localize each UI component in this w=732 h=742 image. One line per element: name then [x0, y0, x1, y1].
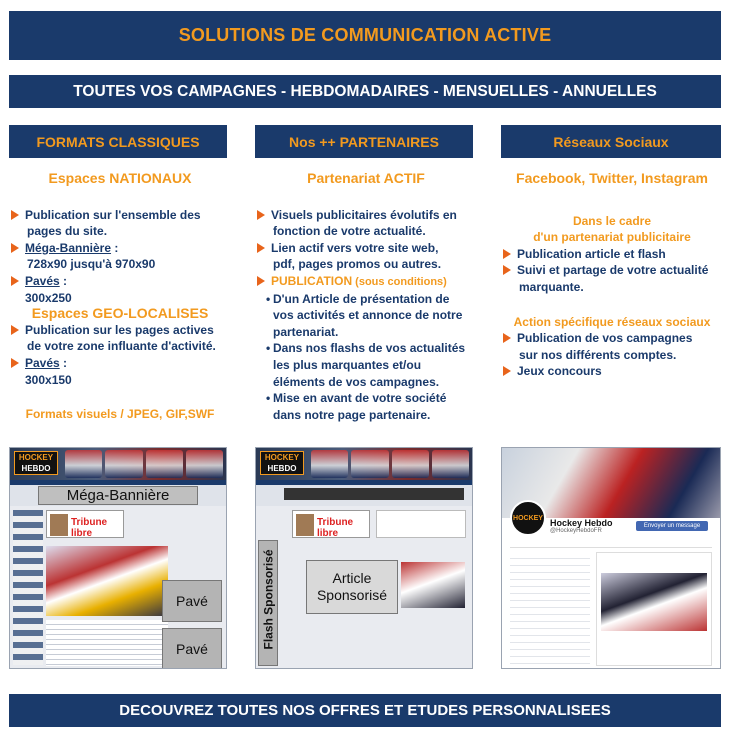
list-item-continuation: les plus marquantes et/ou [273, 357, 422, 372]
list-item-continuation: dans notre page partenaire. [273, 407, 431, 422]
list-item: Méga-Bannière : [9, 240, 231, 257]
list-item: Jeux concours [501, 363, 723, 380]
section-title-nationaux: Espaces NATIONAUX [48, 170, 192, 186]
partenariat-subtitle: Dans le cadre [572, 213, 652, 228]
pave-placeholder: Pavé [162, 580, 222, 622]
list-item: Suivi et partage de votre actualité [501, 262, 723, 279]
flash-sponsorise-placeholder: Flash Sponsorisé [258, 540, 278, 666]
facebook-post [596, 552, 712, 666]
site-body [10, 506, 226, 669]
arrow-bullet-icon [257, 276, 265, 286]
news-text-lines [46, 620, 168, 666]
facebook-message-button: Envoyer un message [636, 521, 708, 531]
list-item: Pavés : [9, 355, 231, 372]
heading-partenaires: Nos ++ PARTENAIRES [255, 125, 473, 158]
arrow-bullet-icon [503, 366, 511, 376]
page-title: SOLUTIONS DE COMMUNICATION ACTIVE [9, 11, 721, 60]
facebook-handle: @HockeyHebdoFR [550, 528, 602, 534]
list-item: Publication de vos campagnes [501, 330, 723, 347]
list-item-continuation: de votre zone influante d'activité. [27, 339, 216, 354]
tribune-libre-box: Tribune libre [46, 510, 124, 538]
paves-label: Pavés [25, 355, 60, 370]
facebook-tabs [510, 540, 712, 548]
site-sidebar [13, 510, 43, 665]
news-box [376, 510, 466, 538]
arrow-bullet-icon [257, 243, 265, 253]
list-item-continuation: vos activités et annonce de notre [273, 308, 463, 323]
list-item-continuation: sur nos différents comptes. [519, 347, 677, 362]
article-photo [401, 562, 465, 608]
action-subtitle: Action spécifique réseaux sociaux [513, 314, 711, 329]
players-photo [311, 450, 469, 478]
tribune-libre-box: Tribune libre [292, 510, 370, 538]
pave-placeholder: Pavé [162, 628, 222, 669]
website-mockup-classic [9, 447, 227, 669]
list-item: Lien actif vers votre site web, [255, 240, 477, 257]
sub-bullet-item: • D'un Article de présentation de [266, 291, 450, 306]
list-item-continuation: fonction de votre actualité. [273, 224, 426, 239]
list-item-continuation: éléments de vos campagnes. [273, 374, 440, 389]
column-formats-classiques [9, 170, 231, 423]
site-nav-bar [10, 480, 226, 485]
arrow-bullet-icon [503, 333, 511, 343]
section-title-partenariat: Partenariat ACTIF [307, 170, 425, 186]
hockey-hebdo-logo: HOCKEY HEBDO [260, 451, 304, 475]
list-item-continuation: partenariat. [273, 324, 339, 339]
footer-cta: DECOUVREZ TOUTES NOS OFFRES ET ETUDES PERSONNALISEES [9, 694, 721, 727]
arrow-bullet-icon [503, 265, 511, 275]
list-item: Publication sur les pages actives [9, 322, 231, 339]
list-item: Publication sur l'ensemble des [9, 207, 231, 224]
mega-banniere-size: 728x90 jusqu'à 970x90 [27, 257, 156, 272]
section-title-geo: Espaces GEO-LOCALISES [31, 305, 209, 322]
hockey-hebdo-logo: HOCKEY HEBDO [14, 451, 58, 475]
mega-banniere-placeholder: Méga-Bannière [38, 486, 198, 505]
list-item-continuation: marquante. [519, 279, 584, 294]
arrow-bullet-icon [11, 276, 19, 286]
list-item-continuation: pdf, pages promos ou autres. [273, 257, 442, 272]
list-item-publication: PUBLICATION (sous conditions) [255, 273, 477, 291]
article-sponsorise-placeholder: Article Sponsorisé [306, 560, 398, 614]
website-mockup-partner [255, 447, 473, 669]
list-item: Visuels publicitaires évolutifs en [255, 207, 477, 224]
facebook-avatar: HOCKEY [510, 500, 546, 536]
facebook-about-column [510, 552, 590, 666]
section-title-social: Facebook, Twitter, Instagram [516, 170, 708, 186]
heading-formats-classiques: FORMATS CLASSIQUES [9, 125, 227, 158]
sub-bullet-item: • Mise en avant de votre société [266, 391, 447, 406]
sub-bullet-item: • Dans nos flashs de vos actualités [266, 341, 466, 356]
list-item: Pavés : [9, 273, 231, 290]
heading-reseaux-sociaux: Réseaux Sociaux [501, 125, 721, 158]
facebook-page-mockup [501, 447, 721, 669]
campaigns-banner: TOUTES VOS CAMPAGNES - HEBDOMADAIRES - MENSUELLES - ANNUELLES [9, 75, 721, 108]
players-photo [65, 450, 223, 478]
formats-note: Formats visuels / JPEG, GIF,SWF [25, 407, 215, 422]
top-ad-strip [284, 488, 464, 500]
news-photo [46, 546, 168, 616]
column-partenaires [255, 170, 477, 423]
arrow-bullet-icon [11, 210, 19, 220]
arrow-bullet-icon [257, 210, 265, 220]
arrow-bullet-icon [503, 249, 511, 259]
mega-banniere-label: Méga-Bannière [25, 240, 112, 255]
arrow-bullet-icon [11, 358, 19, 368]
arrow-bullet-icon [11, 325, 19, 335]
arrow-bullet-icon [11, 243, 19, 253]
list-item: Publication article et flash [501, 246, 723, 263]
site-nav-bar [256, 480, 472, 485]
partenariat-subtitle-2: d'un partenariat publicitaire [533, 230, 691, 245]
paves-size: 300x250 [25, 290, 72, 305]
list-item-continuation: pages du site. [27, 224, 108, 239]
facebook-page-name: Hockey Hebdo [550, 518, 613, 528]
paves-label: Pavés [25, 273, 60, 288]
column-reseaux-sociaux [501, 170, 723, 380]
paves-size: 300x150 [25, 372, 72, 387]
